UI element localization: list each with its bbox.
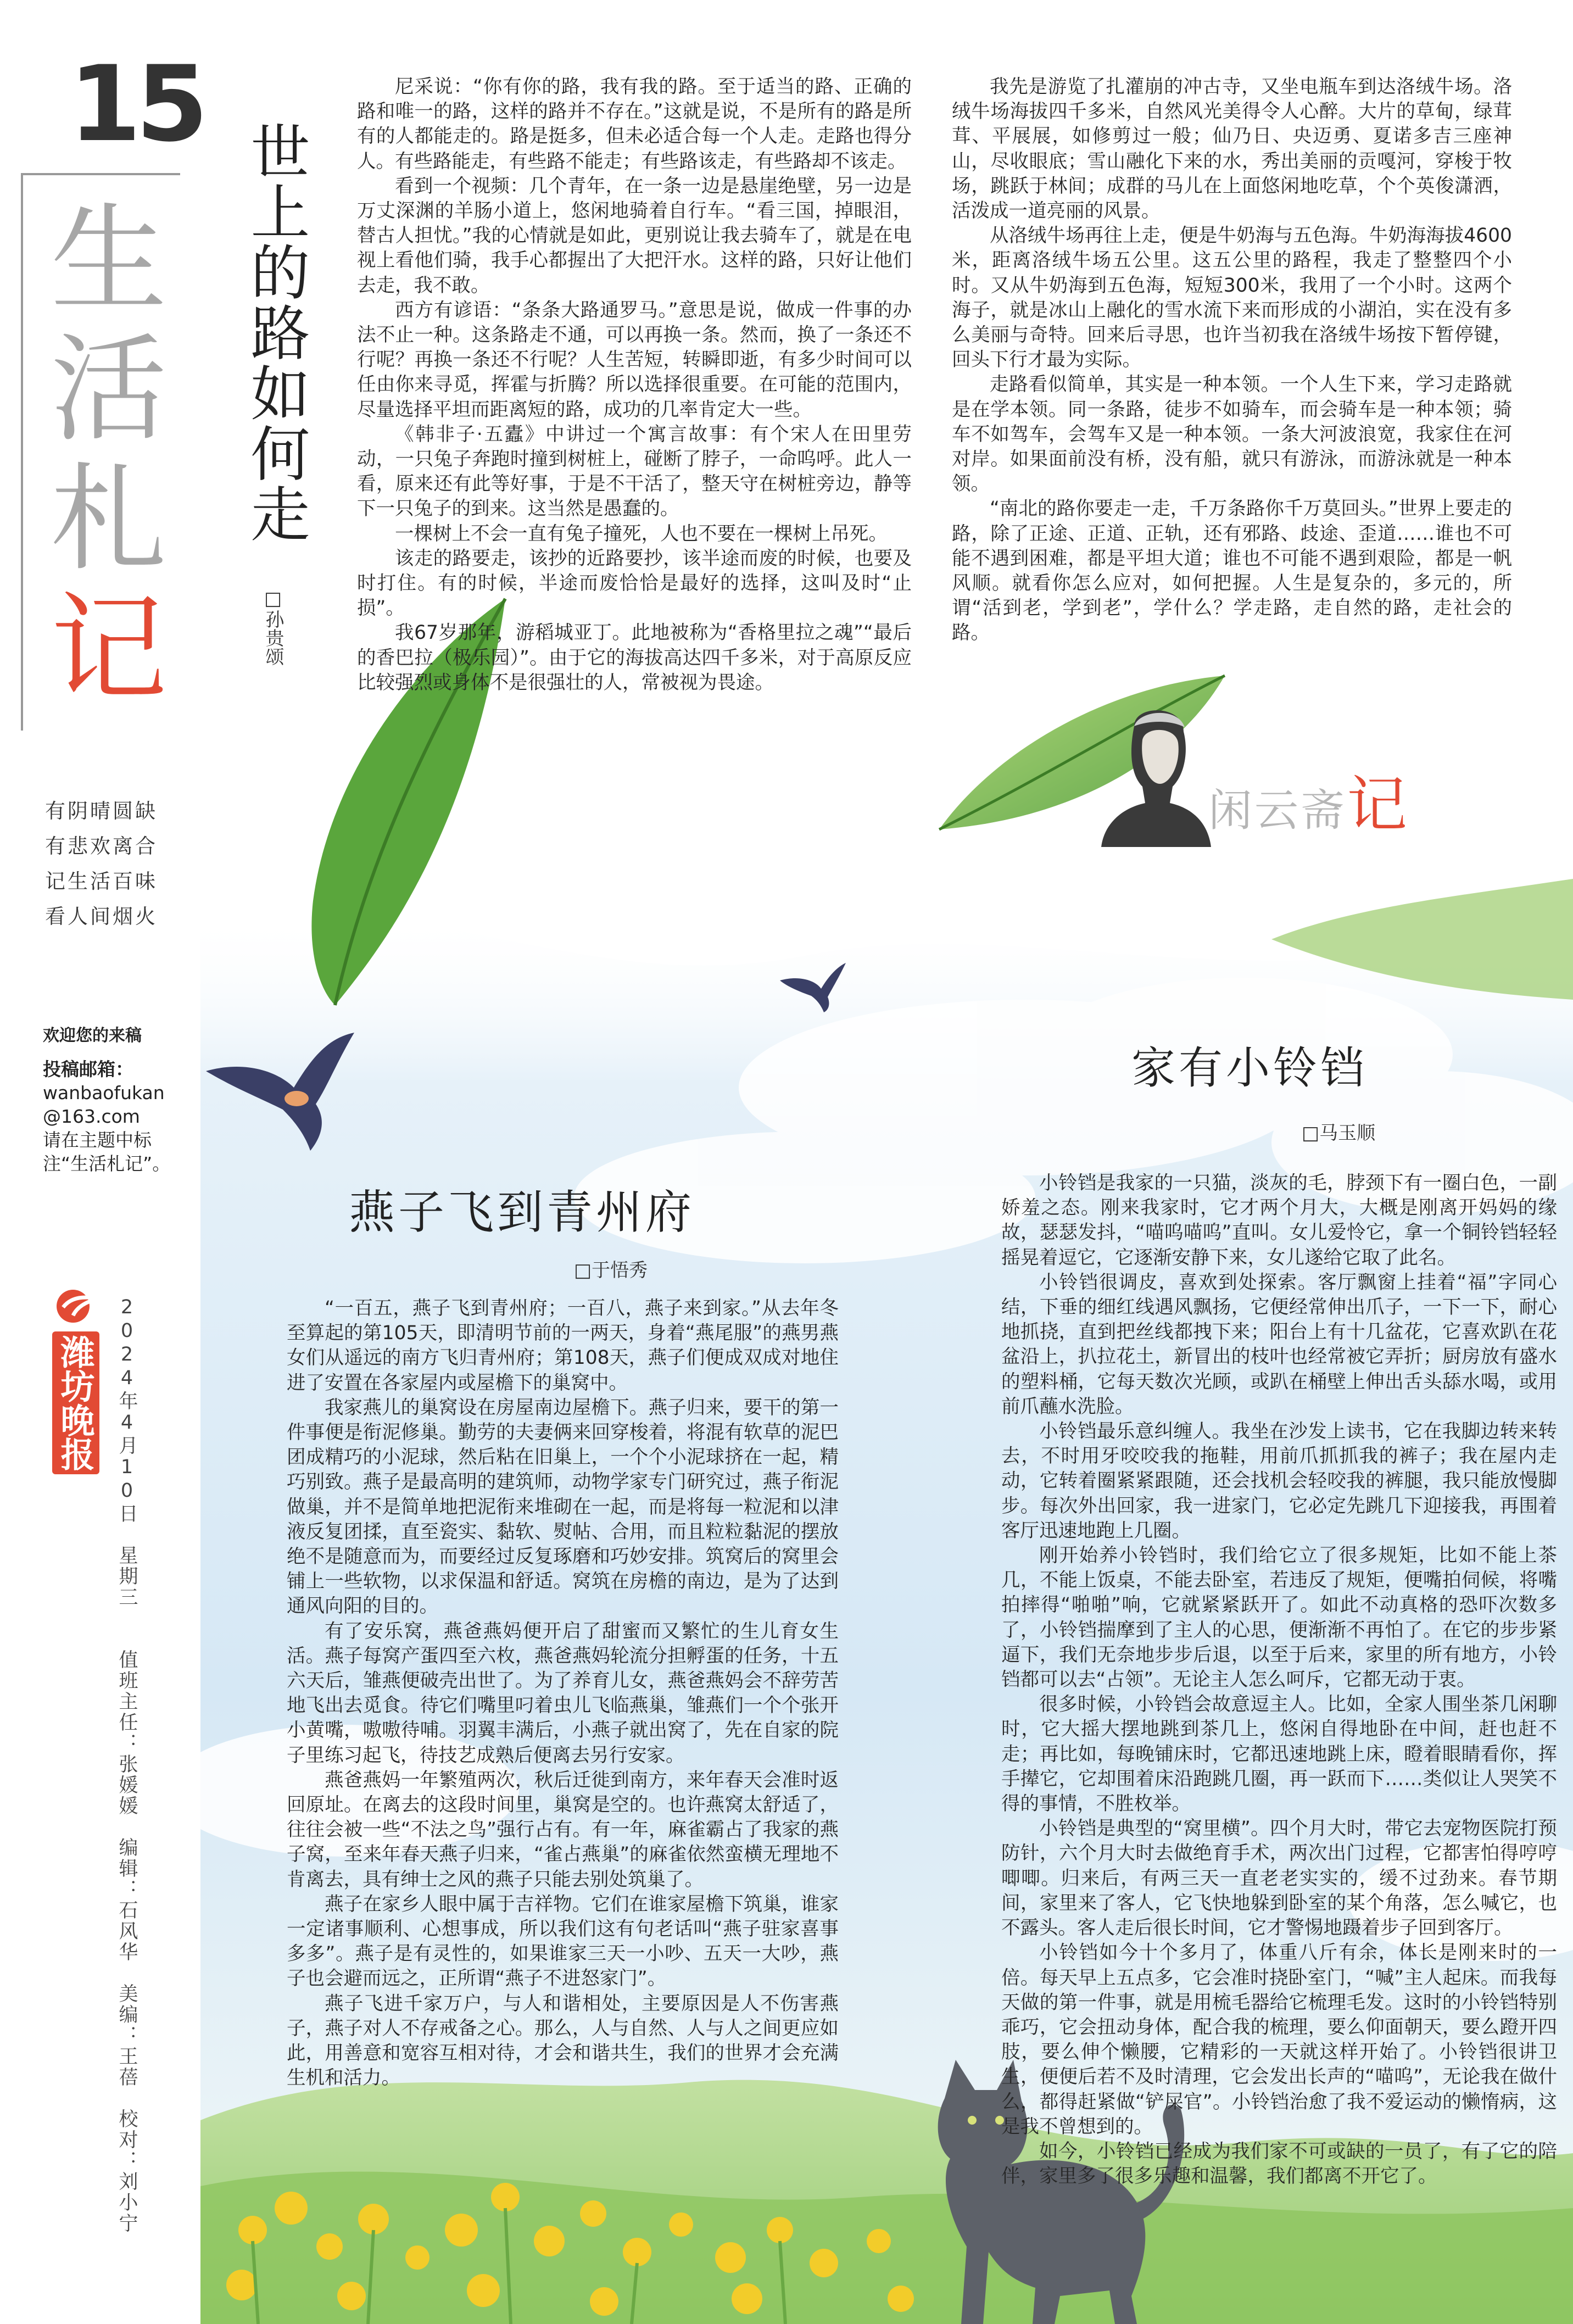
column-title-char: 生 bbox=[51, 192, 167, 327]
swallow-icon bbox=[200, 1027, 365, 1153]
column-badge-text: 闲云斋记 bbox=[1208, 770, 1409, 840]
article-body bbox=[1001, 1171, 1557, 2189]
paragraph: 燕子飞进千家万户，与人和谐相处，主要原因是人不伤害燕子，燕子对人不存戒备之心。那么，人与自然、人与人之间更应如此，用善意和宽容互相对待，才会和谐共生，我们的世界才会充满生机和活力。 bbox=[287, 1992, 839, 2089]
column-badge-accent bbox=[1349, 776, 1410, 836]
article-body bbox=[952, 75, 1512, 646]
slogan-line: 有阴晴圆缺 bbox=[45, 799, 158, 823]
article-author: □马玉顺 bbox=[1302, 1122, 1376, 1144]
slogan-line: 看人间烟火 bbox=[45, 905, 158, 928]
paragraph: 小铃铛是我家的一只猫，淡灰的毛，脖颈下有一圈白色，一副娇羞之态。刚来我家时，它才两个月大，大概是刚离开妈妈的缘故，瑟瑟发抖，“喵呜喵呜”直叫。女儿爱怜它，拿一个铜铃铛轻轻摇晃着逗它，它逐渐安静下来，女儿遂给它取了此名。 bbox=[1001, 1172, 1557, 1269]
article-author: □于悟秀 bbox=[574, 1259, 648, 1281]
paragraph: 燕爸燕妈一年繁殖两次，秋后迁徙到南方，来年春天会准时返回原址。在离去的这段时间里，巢窝是空的。也许燕窝太舒适了，往往会被一些“不法之鸟”强行占有。有一年，麻雀霸占了我家的燕子窝，至来年春天燕子归来，“雀占燕巢”的麻雀依然蛮横无理地不肯离去，具有绅士之风的燕子只能去别处筑巢了。 bbox=[287, 1769, 839, 1891]
article-body bbox=[287, 1296, 839, 2091]
author-portrait bbox=[1101, 693, 1211, 847]
paragraph: 我先是游览了扎灌崩的冲古寺，又坐电瓶车到达洛绒牛场。洛绒牛场海拔四千多米，自然风光美得令人心醉。大片的草甸，绿茸茸、平展展，如修剪过一般；仙乃日、央迈勇、夏诺多吉三座神山，尽收眼底；雪山融化下来的水，秀出美丽的贡嘎河，穿梭于牧场，跳跃于林间；成群的马儿在上面悠闲地吃草，个个英俊潇洒，活泼成一道亮丽的风景。 bbox=[952, 76, 1512, 222]
column-title-char: 活 bbox=[51, 321, 167, 457]
paragraph: 小铃铛很调皮，喜欢到处探索。客厅飘窗上挂着“福”字同心结，下垂的细红线遇风飘扬，它便经常伸出爪子，一下一下，耐心地抓挠，直到把丝线都拽下来；阳台上有十几盆花，它喜欢趴在花盆沿上，扒拉花土，新冒出的枝叶也经常被它弄折；厨房放有盛水的塑料桶，它每天数次光顾，或趴在桶壁上伸出舌头舔水喝，或用前爪蘸水洗脸。 bbox=[1001, 1271, 1557, 1418]
paragraph: 我家燕儿的巢窝设在房屋南边屋檐下。燕子归来，要干的第一件事便是衔泥修巢。勤劳的夫妻俩来回穿梭着，将混有软草的泥巴团成精巧的小泥球，然后粘在旧巢上，一个个小泥球挤在一起，精巧别致。燕子是最高明的建筑师，动物学家专门研究过，燕子衔泥做巢，并不是简单地把泥衔来堆砌在一起，而是将每一粒泥和以津液反复团揉，直至瓷实、黏软、熨帖、合用，而且粒粒黏泥的摆放绝不是随意而为，而要经过反复琢磨和巧妙安排。筑窝后的窝里会铺上一些软物，以求保温和舒适。窝筑在房檐的南边，是为了达到通风向阳的目的。 bbox=[287, 1396, 839, 1618]
paragraph: “南北的路你要走一走，千万条路你千万莫回头。”世界上要走的路，除了正途、正道、正轨，还有邪路、歧途、歪道……谁也不可能不遇到困难，都是平坦大道；谁也不可能不遇到艰险，都是一帆风顺。就看你怎么应对，如何把握。人生是复杂的，多元的，所谓“活到老，学到老”，学什么？学走路，走自然的路，走社会的路。 bbox=[952, 498, 1512, 644]
submission-note: 请在主题中标注“生活札记”。 bbox=[43, 1129, 171, 1174]
slogan-line: 记生活百味 bbox=[45, 870, 158, 893]
paragraph: 《韩非子·五蠹》中讲过一个寓言故事：有个宋人在田里劳动，一只兔子奔跑时撞到树桩上，碰断了脖子，一命呜呼。此人一看，原来还有此等好事，于是不干活了，整天守在树桩旁边，静等下一只兔子的到来。这当然是愚蠢的。 bbox=[357, 423, 912, 520]
column-slogan bbox=[45, 794, 158, 934]
paragraph: 小铃铛如今十个多月了，体重八斤有余，体长是刚来时的一倍。每天早上五点多，它会准时挠卧室门，“喊”主人起床。而我每天做的第一件事，就是用梳毛器给它梳理毛发。这时的小铃铛特别乖巧，它会扭动身体，配合我的梳理，要么仰面朝天，要么蹬开四肢，要么伸个懒腰，它精彩的一天就这样开始了。小铃铛很讲卫生，便便后若不及时清理，它会发出长声的“喵呜”，无论我在做什么，都得赶紧做“铲屎官”。小铃铛治愈了我不爱运动的懒惰病，这是我不曾想到的。 bbox=[1001, 1942, 1557, 2138]
submission-welcome: 欢迎您的来稿 bbox=[43, 1026, 142, 1045]
paragraph: 看到一个视频：几个青年，在一条一边是悬崖绝壁，另一边是万丈深渊的羊肠小道上，悠闲地骑着自行车。“看三国，掉眼泪，替古人担忧。”我的心情就是如此，更别说让我去骑车了，就是在电视上看他们骑，我手心都握出了大把汗水。这样的路，只好让他们去走，我不敢。 bbox=[357, 175, 912, 297]
paragraph: 走路看似简单，其实是一种本领。一个人生下来，学习走路就是在学本领。同一条路，徒步不如骑车，而会骑车是一种本领；骑车不如驾车，会驾车又是一种本领。一条大河波浪宽，我家住在河对岸。如果面前没有桥，没有船，就只有游泳，而游泳就是一种本领。 bbox=[952, 374, 1512, 495]
page-number: 15 bbox=[69, 43, 203, 165]
brand-name: 潍坊晚报 bbox=[52, 1331, 99, 1474]
paragraph: 尼采说：“你有你的路，我有我的路。至于适当的路、正确的路和唯一的路，这样的路并不存在。”这就是说，不是所有的路是所有的人都能走的。路是挺多，但未必适合每一个人走。走路也得分人。有些路能走，有些路不能走；有些路该走，有些路却不该走。 bbox=[357, 76, 912, 172]
article-body bbox=[357, 75, 912, 695]
paragraph: 一棵树上不会一直有兔子撞死，人也不要在一棵树上吊死。 bbox=[395, 522, 888, 545]
paragraph: 该走的路要走，该抄的近路要抄，该半途而废的时候，也要及时打住。有的时候，半途而废恰恰是最好的选择，这叫及时“止损”。 bbox=[357, 547, 912, 620]
column-title-char: 记 bbox=[51, 581, 167, 716]
brand bbox=[52, 1285, 102, 1474]
paragraph: 小铃铛是典型的“窝里横”。四个月大时，带它去宠物医院打预防针，六个月大时去做绝育手术，两次出门过程，它都害怕得哼哼唧唧。归来后，有两三天一直老老实实的，缓不过劲来。春节期间，家里来了客人，它飞快地躲到卧室的某个角落，怎么喊它，也不露头。客人走后很长时间，它才警惕地蹑着步子回到客厅。 bbox=[1001, 1818, 1557, 1940]
paragraph: 很多时候，小铃铛会故意逗主人。比如，全家人围坐茶几闲聊时，它大摇大摆地跳到茶几上，悠闲自得地卧在中间，赶也赶不走；再比如，每晚铺床时，它都迅速地跳上床，瞪着眼睛看你，挥手撵它，它却围着床沿跑跳几圈，再一跃而下……类似让人哭笑不得的事情，不胜枚举。 bbox=[1001, 1693, 1557, 1815]
paragraph: “一百五，燕子飞到青州府；一百八，燕子来到家。”从去年冬至算起的第105天，即清明节前的一两天，身着“燕尾服”的燕男燕女们从遥远的南方飞归青州府；第108天，燕子们便成双成对地住进了安置在各家屋内或屋檐下的巢窝中。 bbox=[287, 1297, 839, 1394]
paragraph: 西方有谚语：“条条大路通罗马。”意思是说，做成一件事的办法不止一种。这条路走不通，可以再换一条。然而，换了一条还不行呢？再换一条还不行呢？人生苦短，转瞬即逝，有多少时间可以任由你来寻觅，挥霍与折腾？所以选择很重要。在可能的范围内，尽量选择平坦而距离短的路，成功的几率肯定大一些。 bbox=[357, 299, 912, 421]
paragraph: 燕子在家乡人眼中属于吉祥物。它们在谁家屋檐下筑巢，谁家一定诸事顺利、心想事成，所以我们这有句老话叫“燕子驻家喜事多多”。燕子是有灵性的，如果谁家三天一小吵、五天一大吵，燕子也会避而远之，正所谓“燕子不进怒家门”。 bbox=[287, 1893, 839, 1990]
article-title: 世上的路如何走 bbox=[241, 121, 309, 544]
submission-info bbox=[43, 1057, 177, 1175]
article-title: 家有小铃铛 bbox=[1131, 1043, 1368, 1094]
column-title-char: 札 bbox=[51, 451, 167, 587]
submission-label: 投稿邮箱： bbox=[43, 1058, 133, 1080]
edition-info: 2024年4月10日 星期三 值班主任：张媛媛 编辑：石风华 美编：王蓓 校对：刘小宁 bbox=[116, 1296, 138, 2234]
paragraph: 刚开始养小铃铛时，我们给它立了很多规矩，比如不能上茶几，不能上饭桌，不能去卧室，若违反了规矩，便嘴拍伺候，将嘴拍摔得“啪啪”响，它就紧紧跃开了。如此不动真格的恐吓次数多了，小铃铛揣摩到了主人的心思，便渐渐不再怕了。在它的步步紧逼下，我们无奈地步步后退，以至于后来，家里的所有地方，小铃铛都可以去“占领”。无论主人怎么呵斥，它都无动于衷。 bbox=[1001, 1545, 1557, 1691]
submission-email[interactable]: wanbaofukan @163.com bbox=[43, 1082, 165, 1127]
column-badge bbox=[1096, 693, 1425, 847]
article-title: 燕子飞到青州府 bbox=[349, 1185, 695, 1239]
paragraph: 从洛绒牛场再往上走，便是牛奶海与五色海。牛奶海海拔4600米，距离洛绒牛场五公里。这五公里的路程，我走了整整四个小时。又从牛奶海到五色海，短短300米，我用了一个小时。这两个海子，就是冰山上融化的雪水流下来而形成的小湖泊，实在没有多么美丽与奇特。回来后寻思，也许当初我在洛绒牛场按下暂停键，回头下行才最为实际。 bbox=[952, 225, 1512, 371]
article-author: □孙贵颂 bbox=[262, 588, 284, 666]
brand-logo-icon bbox=[52, 1285, 102, 1324]
slogan-line: 有悲欢离合 bbox=[45, 834, 158, 858]
swallow-icon bbox=[777, 958, 849, 1013]
column-title bbox=[43, 192, 175, 716]
paragraph: 我67岁那年，游稻城亚丁。此地被称为“香格里拉之魂”“最后的香巴拉（极乐园）”。由于它的海拔高达四千多米，对于高原反应比较强烈或身体不是很强壮的人，常被视为畏途。 bbox=[357, 622, 912, 694]
paragraph: 小铃铛最乐意纠缠人。我坐在沙发上读书，它在我脚边转来转去，不时用牙咬咬我的拖鞋，用前爪抓抓我的裤子；我在屋内走动，它转着圈紧紧跟随，还会找机会轻咬我的裤腿，我只能放慢脚步。每次外出回家，我一进家门，它必定先跳几下迎接我，再围着客厅迅速地跑上几圈。 bbox=[1001, 1420, 1557, 1542]
paragraph: 如今，小铃铛已经成为我们家不可或缺的一员了，有了它的陪伴，家里多了很多乐趣和温馨，我们都离不开它了。 bbox=[1001, 2140, 1557, 2188]
paragraph: 有了安乐窝，燕爸燕妈便开启了甜蜜而又繁忙的生儿育女生活。燕子每窝产蛋四至六枚，燕爸燕妈轮流分担孵蛋的任务，十五六天后，雏燕便破壳出世了。为了养育儿女，燕爸燕妈会不辞劳苦地飞出去觅食。待它们嘴里叼着虫儿飞临燕巢，雏燕们一个个张开小黄嘴，嗷嗷待哺。羽翼丰满后，小燕子就出窝了，先在自家的院子里练习起飞，待技艺成熟后便离去另行安家。 bbox=[287, 1620, 839, 1766]
